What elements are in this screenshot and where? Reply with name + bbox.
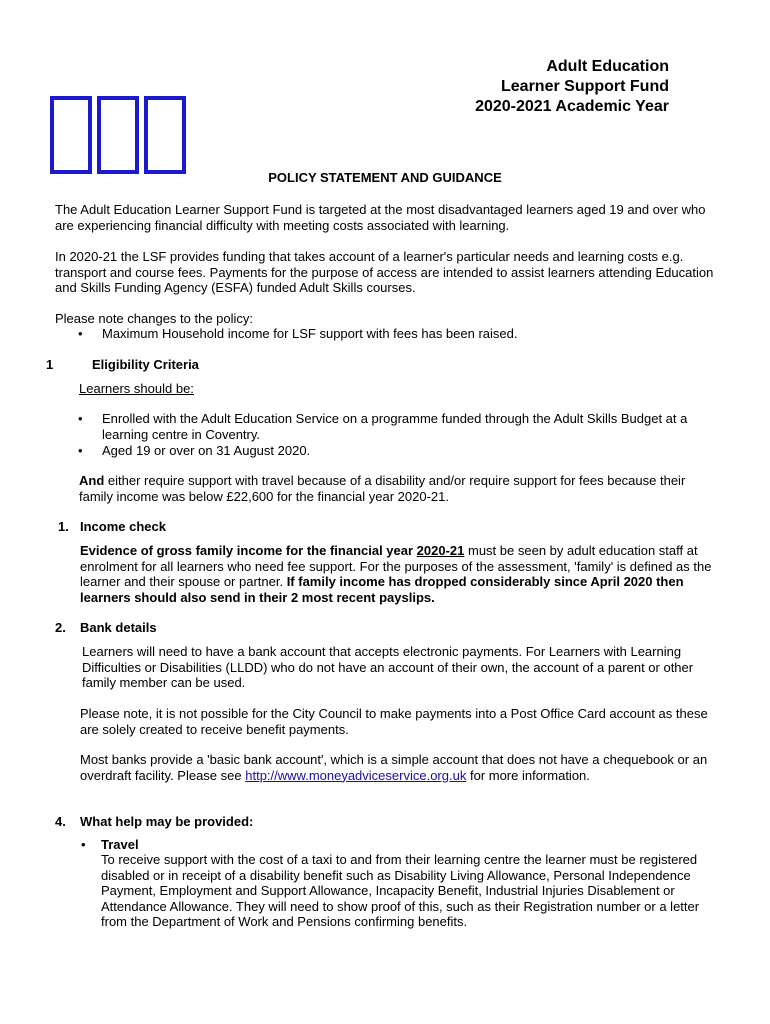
section-number: 1.: [58, 519, 69, 534]
income-bold-2: If family income has dropped considerably since April 2020 then learners should also send in their 2 most recent payslips.: [80, 574, 684, 605]
section-number: 1: [46, 357, 54, 372]
page-title: POLICY STATEMENT AND GUIDANCE: [268, 170, 502, 185]
income-text: must be seen by adult education staff at enrolment for all learners who need fee support. For the purposes of the assessment, 'family' is defined as the learner and their spouse or partner.: [80, 543, 712, 589]
section-heading: Bank details: [80, 620, 157, 635]
eligibility-item: Enrolled with the Adult Education Service on a programme funded through the Adult Skills Budget at a learning centre in Coventry.: [102, 411, 688, 442]
and-label: And: [79, 473, 105, 488]
section-number: 4.: [55, 814, 66, 829]
policy-change-note: Please note changes to the policy:: [55, 311, 254, 326]
eligibility-lead: Learners should be:: [79, 381, 194, 396]
money-advice-link[interactable]: http://www.moneyadviceservice.org.uk: [245, 767, 467, 783]
condition-text: either require support with travel because of a disability and/or require support for fees because their family income was below £22,600 for the financial year 2020-21.: [79, 473, 686, 504]
bank-paragraph-2: Please note, it is not possible for the City Council to make payments into a Post Office Card account as these are solely created to receive benefit payments.: [80, 706, 708, 737]
header-line-3: 2020-2021 Academic Year: [475, 98, 669, 115]
logo-glyph-box: [144, 96, 186, 174]
header-line-1: Adult Education: [546, 58, 669, 75]
bullet-icon: •: [78, 443, 83, 458]
section-heading: What help may be provided:: [80, 814, 254, 829]
document-header: [475, 57, 669, 117]
bank-paragraph-1: Learners will need to have a bank account that accepts electronic payments. For Learners with Learning Difficulties or Disabilities (LLDD) who do not have an account of their own, the account of a parent or other family member can be used.: [82, 644, 694, 690]
section-heading: Eligibility Criteria: [92, 357, 199, 372]
income-bold-1: Evidence of gross family income for the financial year: [80, 543, 417, 558]
eligibility-condition: [79, 473, 719, 504]
logo-glyph-box: [50, 96, 92, 174]
bank-paragraph-3: [80, 752, 720, 783]
intro-paragraph-1: The Adult Education Learner Support Fund is targeted at the most disadvantaged learners aged 19 and over who are experiencing financial difficulty with meeting costs associated with learning.: [55, 202, 706, 233]
bullet-icon: •: [81, 837, 86, 852]
bank-text-a: Most banks provide a 'basic bank account', which is a simple account that does not have a chequebook or an overdraft facility. Please see: [80, 752, 708, 783]
bullet-icon: •: [78, 411, 83, 426]
logo-glyph-box: [97, 96, 139, 174]
income-year: 2020-21: [416, 543, 465, 558]
intro-paragraph-2: In 2020-21 the LSF provides funding that takes account of a learner's particular needs and learning costs e.g. transport and course fees. Payments for the purpose of access are intended to assist learners attending Education and Skills Funding Agency (ESFA) funded Adult Skills courses.: [55, 249, 714, 295]
travel-text: To receive support with the cost of a taxi to and from their learning centre the learner must be registered disabled or in receipt of a disability benefit such as Disability Living Allowance, Personal Independence Payment, Employment and Support Allowance, Incapacity Benefit, Industrial Injuries Disablement or Attendance Allowance. They will need to show proof of this, such as their Registration number or a letter from the Department of Work and Pensions confirming benefits.: [101, 852, 700, 929]
policy-change-item: Maximum Household income for LSF support with fees has been raised.: [102, 326, 518, 341]
section-number: 2.: [55, 620, 66, 635]
header-line-2: Learner Support Fund: [501, 78, 669, 95]
section-heading: Income check: [80, 519, 166, 534]
travel-heading: Travel: [101, 837, 139, 852]
council-logo: [50, 96, 192, 180]
eligibility-item: Aged 19 or over on 31 August 2020.: [102, 443, 311, 458]
bank-text-b: for more information.: [466, 767, 590, 783]
bullet-icon: •: [78, 326, 83, 341]
income-check-text: [80, 543, 720, 605]
